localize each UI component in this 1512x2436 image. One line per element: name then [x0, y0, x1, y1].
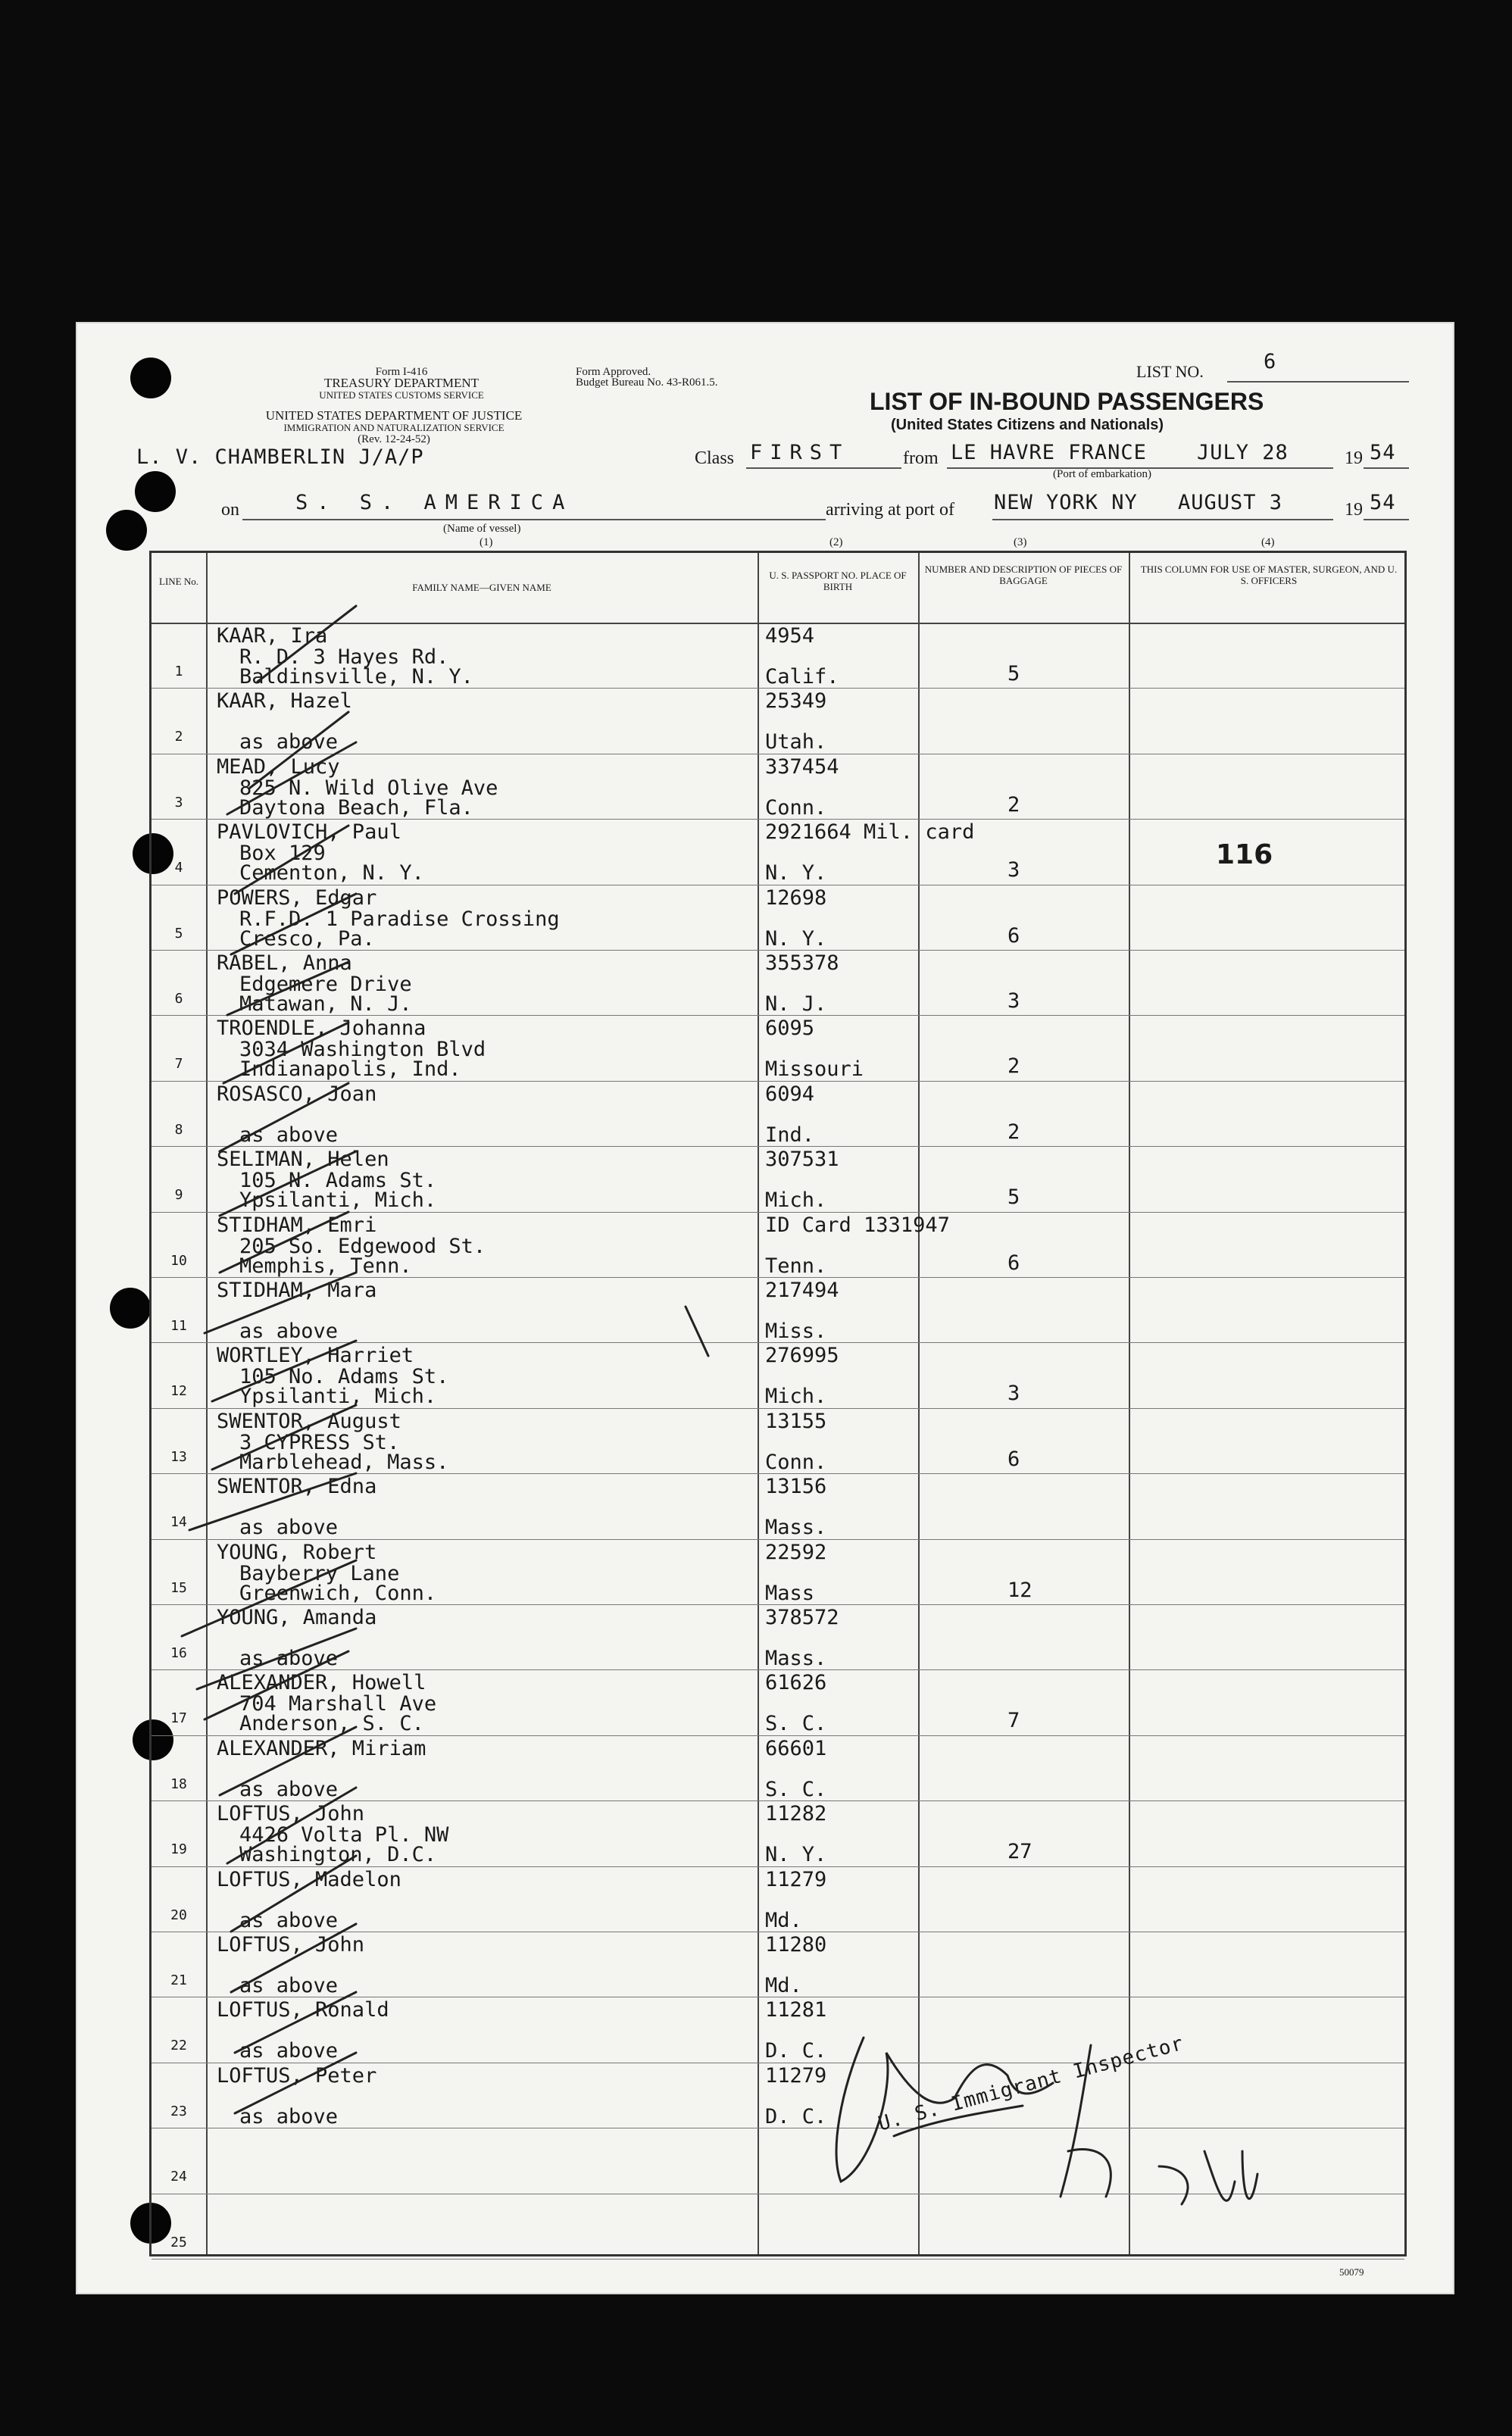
passenger-name: SWENTOR, Edna: [217, 1475, 377, 1499]
port-embark-caption: (Port of embarkation): [1053, 468, 1151, 480]
address-line-1: 4426 Volta Pl. NW: [239, 1823, 449, 1847]
vessel-name: S. S. AMERICA: [295, 491, 574, 514]
line-number: 2: [174, 729, 183, 745]
place-of-birth: Md.: [765, 1908, 802, 1932]
address-line-1: 3034 Washington Blvd: [239, 1038, 486, 1062]
address-line-2: as above: [239, 1320, 339, 1343]
passport-number: 25349: [765, 689, 827, 714]
baggage-count: 6: [1007, 1251, 1020, 1275]
arrival-port: NEW YORK NY: [994, 491, 1138, 514]
line-number: 17: [170, 1710, 187, 1727]
treasury-dept: TREASURY DEPARTMENT: [323, 376, 480, 390]
passenger-name: LOFTUS, John: [217, 1802, 365, 1826]
year-prefix-2: 19: [1345, 500, 1363, 520]
line-number: 9: [174, 1187, 183, 1204]
line-number: 20: [170, 1907, 187, 1923]
place-of-birth: Missouri: [765, 1057, 864, 1082]
table-row: [152, 1081, 1404, 1147]
address-line-1: R. D. 3 Hayes Rd.: [239, 645, 449, 669]
form-approved: Form Approved.: [576, 366, 651, 378]
address-line-2: as above: [239, 1123, 339, 1147]
baggage-count: 6: [1007, 1447, 1020, 1471]
address-line-2: Cementon, N. Y.: [239, 861, 424, 885]
place-of-birth: Mich.: [765, 1188, 827, 1213]
binder-hole: [130, 358, 171, 398]
passport-number: 276995: [765, 1344, 839, 1368]
table-row: [152, 1473, 1404, 1539]
place-of-birth: Ind.: [765, 1123, 815, 1147]
budget-bureau: Budget Bureau No. 43-R061.5.: [576, 376, 718, 389]
passenger-name: ALEXANDER, Miriam: [217, 1736, 426, 1760]
table-row: [152, 688, 1404, 754]
line-number: 7: [174, 1056, 183, 1073]
baggage-count: 3: [1007, 989, 1020, 1013]
place-of-birth: Utah.: [765, 730, 827, 754]
department-of-justice: UNITED STATES DEPARTMENT OF JUSTICE: [265, 408, 523, 423]
table-row: [152, 1015, 1404, 1081]
address-line-2: as above: [239, 2039, 339, 2063]
table-header: [152, 553, 1404, 624]
address-line-2: as above: [239, 730, 339, 754]
year-1: 54: [1370, 441, 1396, 464]
column-number-3: (3): [1014, 536, 1027, 548]
vessel-caption: (Name of vessel): [443, 523, 521, 535]
passenger-name: MEAD, Lucy: [217, 754, 340, 779]
place-of-birth: N. Y.: [765, 861, 827, 885]
baggage-count: 27: [1007, 1840, 1032, 1864]
passenger-table: [149, 551, 1407, 2256]
place-of-birth: Mass.: [765, 1516, 827, 1540]
revision: (Rev. 12-24-52): [358, 433, 430, 445]
passport-number: 11280: [765, 1933, 827, 1957]
class-value: FIRST: [750, 441, 850, 464]
baggage-count: 2: [1007, 792, 1020, 817]
inspector-stamp: U. S. Immigrant Inspector: [876, 2032, 1187, 2136]
passenger-name: ALEXANDER, Howell: [217, 1671, 426, 1695]
place-of-birth: Mass: [765, 1581, 815, 1605]
passenger-name: YOUNG, Amanda: [217, 1606, 377, 1629]
place-of-birth: N. Y.: [765, 926, 827, 951]
departure-date: JULY 28: [1197, 441, 1289, 464]
table-row: [152, 2063, 1404, 2128]
address-line-1: Box 129: [239, 842, 326, 866]
line-number: 8: [174, 1121, 183, 1138]
baggage-count: 3: [1007, 858, 1020, 882]
customs-service: UNITED STATES CUSTOMS SERVICE: [319, 389, 484, 401]
line-number: 6: [174, 991, 183, 1007]
address-line-2: as above: [239, 1647, 339, 1670]
list-no-value: 6: [1264, 350, 1277, 373]
address-line-1: 105 N. Adams St.: [239, 1169, 437, 1193]
passenger-name: SELIMAN, Helen: [217, 1148, 389, 1172]
address-line-2: Anderson, S. C.: [239, 1712, 424, 1736]
line-number: 12: [170, 1383, 187, 1400]
address-line-2: Ypsilanti, Mich.: [239, 1188, 437, 1213]
column-number-1: (1): [480, 536, 493, 548]
passport-number: 12698: [765, 885, 827, 910]
table-row: [152, 1146, 1404, 1212]
address-line-1: 704 Marshall Ave: [239, 1692, 437, 1716]
table-row: [152, 1669, 1404, 1735]
arrival-date: AUGUST 3: [1178, 491, 1283, 514]
address-line-2: Washington, D.C.: [239, 1843, 437, 1867]
baggage-count: 12: [1007, 1578, 1032, 1602]
address-line-1: Edgemere Drive: [239, 973, 412, 996]
address-line-2: as above: [239, 1516, 339, 1540]
passenger-name: TROENDLE, Johanna: [217, 1017, 426, 1041]
line-number: 11: [170, 1318, 187, 1334]
table-row: [152, 1735, 1404, 1801]
place-of-birth: Conn.: [765, 795, 827, 820]
place-of-birth: N. J.: [765, 992, 827, 1016]
address-line-1: R.F.D. 1 Paradise Crossing: [239, 907, 560, 931]
line-number: 25: [170, 2234, 187, 2250]
line-number: 19: [170, 1841, 187, 1858]
ins-label: IMMIGRATION AND NATURALIZATION SERVICE: [283, 422, 505, 433]
passport-number: 22592: [765, 1540, 827, 1564]
place-of-birth: Md.: [765, 1974, 802, 1997]
column-number-2: (2): [829, 536, 843, 548]
passport-number: 66601: [765, 1736, 827, 1760]
binder-hole: [110, 1288, 151, 1329]
table-row: [152, 2128, 1404, 2194]
on-label: on: [221, 500, 239, 520]
passenger-name: LOFTUS, John: [217, 1933, 365, 1957]
table-row: [152, 950, 1404, 1016]
passport-number: 307531: [765, 1148, 839, 1172]
table-row: [152, 1212, 1404, 1278]
place-of-birth: D. C.: [765, 2039, 827, 2063]
table-row: [152, 1800, 1404, 1866]
from-label: from: [903, 448, 939, 468]
baggage-count: 2: [1007, 1120, 1020, 1144]
officer-note: 116: [1216, 839, 1273, 870]
table-row: [152, 754, 1404, 820]
passenger-name: WORTLEY, Harriet: [217, 1344, 414, 1368]
line-number: 5: [174, 925, 183, 942]
page-subtitle: (United States Citizens and Nationals): [891, 417, 1164, 433]
passenger-name: KAAR, Hazel: [217, 689, 352, 714]
address-line-1: 3 CYPRESS St.: [239, 1430, 400, 1454]
line-number: 16: [170, 1645, 187, 1661]
line-number: 13: [170, 1448, 187, 1465]
passenger-name: KAAR, Ira: [217, 624, 328, 648]
baggage-count: 7: [1007, 1709, 1020, 1733]
page-title: LIST OF IN-BOUND PASSENGERS: [870, 388, 1264, 415]
passenger-name: SWENTOR, August: [217, 1409, 401, 1433]
passport-number: 11279: [765, 1867, 827, 1891]
passport-number: 4954: [765, 624, 815, 648]
header-baggage: NUMBER AND DESCRIPTION OF PIECES OF BAGGAGE: [924, 564, 1123, 586]
baggage-count: 2: [1007, 1054, 1020, 1079]
table-row: [152, 1866, 1404, 1932]
form-number: Form I-416: [375, 366, 428, 378]
place-of-birth: D. C.: [765, 2104, 827, 2128]
address-line-1: 105 No. Adams St.: [239, 1365, 449, 1389]
passenger-name: STIDHAM, Emri: [217, 1213, 377, 1237]
passenger-name: POWERS, Edgar: [217, 885, 377, 910]
line-number: 15: [170, 1579, 187, 1596]
line-number: 3: [174, 794, 183, 810]
line-number: 1: [174, 664, 183, 679]
binder-hole: [135, 471, 176, 512]
place-of-birth: Mich.: [765, 1385, 827, 1409]
passenger-name: STIDHAM, Mara: [217, 1279, 377, 1302]
address-line-1: 825 N. Wild Olive Ave: [239, 776, 498, 800]
passport-number: 11279: [765, 2063, 827, 2088]
port-of-embarkation: LE HAVRE FRANCE: [951, 441, 1147, 464]
baggage-count: 3: [1007, 1382, 1020, 1406]
address-line-2: Greenwich, Conn.: [239, 1581, 437, 1605]
table-row: [152, 885, 1404, 951]
table-row: [152, 1342, 1404, 1408]
header-name: FAMILY NAME—GIVEN NAME: [412, 582, 551, 593]
place-of-birth: Miss.: [765, 1320, 827, 1343]
class-label: Class: [695, 448, 735, 468]
passenger-name: YOUNG, Robert: [217, 1540, 377, 1564]
address-line-2: Ypsilanti, Mich.: [239, 1385, 437, 1409]
table-row: [152, 623, 1404, 689]
baggage-count: 6: [1007, 923, 1020, 948]
table-row: [152, 1604, 1404, 1670]
header-passport: U. S. PASSPORT NO. PLACE OF BIRTH: [769, 570, 907, 592]
address-line-2: Memphis, Tenn.: [239, 1254, 412, 1278]
address-line-2: Baldinsville, N. Y.: [239, 665, 473, 689]
passport-number: 355378: [765, 951, 839, 975]
line-number: 4: [174, 860, 183, 876]
passenger-name: LOFTUS, Ronald: [217, 1998, 389, 2022]
passport-number: 6095: [765, 1017, 815, 1041]
header-line-no: LINE No.: [159, 576, 198, 587]
table-row: [152, 1997, 1404, 2063]
binder-hole: [106, 510, 147, 551]
passport-number: 11281: [765, 1998, 827, 2022]
passenger-name: ROSASCO, Joan: [217, 1082, 377, 1106]
passport-number: 13156: [765, 1475, 827, 1499]
address-line-2: Cresco, Pa.: [239, 926, 375, 951]
address-line-2: Daytona Beach, Fla.: [239, 795, 473, 820]
place-of-birth: S. C.: [765, 1777, 827, 1801]
passport-number: 337454: [765, 754, 839, 779]
address-line-1: Bayberry Lane: [239, 1561, 400, 1585]
table-row: [152, 1277, 1404, 1343]
address-line-2: as above: [239, 2104, 339, 2128]
place-of-birth: Mass.: [765, 1647, 827, 1670]
place-of-birth: S. C.: [765, 1712, 827, 1736]
passport-number: 61626: [765, 1671, 827, 1695]
address-line-2: Matawan, N. J.: [239, 992, 412, 1016]
footer-code: 50079: [1339, 2266, 1364, 2278]
passenger-name: LOFTUS, Madelon: [217, 1867, 401, 1891]
address-line-1: 205 So. Edgewood St.: [239, 1234, 486, 1258]
passport-number: 217494: [765, 1279, 839, 1302]
place-of-birth: N. Y.: [765, 1843, 827, 1867]
line-number: 24: [170, 2169, 187, 2185]
line-number: 10: [170, 1252, 187, 1269]
table-row: [152, 1408, 1404, 1474]
passenger-name: RABEL, Anna: [217, 951, 352, 975]
line-number: 21: [170, 1972, 187, 1988]
place-of-birth: Tenn.: [765, 1254, 827, 1278]
address-line-2: as above: [239, 1974, 339, 1997]
address-line-2: as above: [239, 1777, 339, 1801]
header-officers: THIS COLUMN FOR USE OF MASTER, SURGEON, AND U. S. OFFICERS: [1140, 564, 1398, 586]
arriving-label: arriving at port of: [826, 500, 954, 520]
line-number: 22: [170, 2038, 187, 2054]
master-name: L. V. CHAMBERLIN J/A/P: [136, 445, 424, 469]
passenger-name: LOFTUS, Peter: [217, 2063, 377, 2088]
passport-number: 2921664 Mil. card: [765, 820, 975, 845]
place-of-birth: Conn.: [765, 1450, 827, 1474]
year-prefix-1: 19: [1345, 448, 1363, 468]
line-number: 14: [170, 1514, 187, 1531]
list-no-label: LIST NO.: [1136, 362, 1204, 381]
year-2: 54: [1370, 491, 1396, 514]
address-line-2: as above: [239, 1908, 339, 1932]
table-row: [152, 1539, 1404, 1605]
baggage-count: 5: [1007, 662, 1020, 686]
table-row: [152, 2194, 1404, 2260]
address-line-2: Indianapolis, Ind.: [239, 1057, 461, 1082]
place-of-birth: Calif.: [765, 665, 839, 689]
passport-number: 6094: [765, 1082, 815, 1106]
passport-number: 378572: [765, 1606, 839, 1629]
table-row: [152, 1932, 1404, 1997]
passport-number: 13155: [765, 1409, 827, 1433]
passport-number: ID Card 1331947: [765, 1213, 950, 1237]
line-number: 23: [170, 2103, 187, 2119]
passenger-name: PAVLOVICH, Paul: [217, 820, 401, 845]
line-number: 18: [170, 1775, 187, 1792]
address-line-2: Marblehead, Mass.: [239, 1450, 449, 1474]
baggage-count: 5: [1007, 1185, 1020, 1210]
passport-number: 11282: [765, 1802, 827, 1826]
column-number-4: (4): [1261, 536, 1275, 548]
